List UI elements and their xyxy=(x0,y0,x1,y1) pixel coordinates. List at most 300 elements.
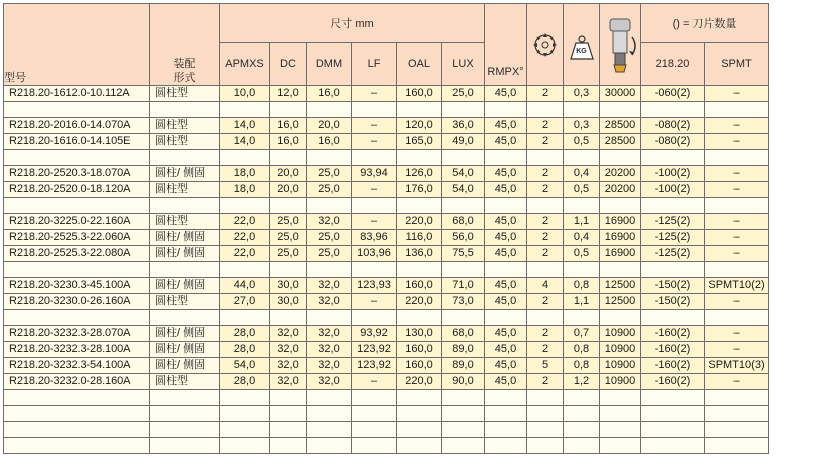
dmm-cell: 16,0 xyxy=(307,134,352,150)
cutter-teeth-icon xyxy=(531,31,559,59)
oal-cell xyxy=(397,422,442,438)
lux-cell xyxy=(442,150,485,166)
table-row xyxy=(4,374,769,390)
apmxs-cell: 10,0 xyxy=(220,86,270,102)
insert-spmt-cell xyxy=(705,198,769,214)
rmpx-cell: 45,0 xyxy=(485,230,527,246)
insert-spmt-cell: – xyxy=(705,182,769,198)
max-speed-cell: 28500 xyxy=(600,134,641,150)
insert-spmt-cell: – xyxy=(705,118,769,134)
lf-cell: – xyxy=(352,134,397,150)
teeth-cell xyxy=(527,390,564,406)
insert-21820-cell: -100(2) xyxy=(641,166,705,182)
rmpx-cell xyxy=(485,150,527,166)
teeth-cell: 2 xyxy=(527,214,564,230)
apmxs-cell xyxy=(220,438,270,454)
weight-cell: 0,5 xyxy=(564,246,600,262)
dmm-cell: 25,0 xyxy=(307,166,352,182)
lux-cell: 56,0 xyxy=(442,230,485,246)
lux-cell xyxy=(442,262,485,278)
lux-cell xyxy=(442,438,485,454)
apmxs-cell: 18,0 xyxy=(220,166,270,182)
weight-cell: 0,3 xyxy=(564,86,600,102)
lux-cell: 89,0 xyxy=(442,342,485,358)
insert-21820-cell xyxy=(641,438,705,454)
oal-cell xyxy=(397,438,442,454)
dc-cell: 32,0 xyxy=(270,358,307,374)
max-speed-header xyxy=(600,4,641,86)
teeth-cell: 2 xyxy=(527,118,564,134)
mount-type-cell xyxy=(150,422,220,438)
rmpx-cell: 45,0 xyxy=(485,342,527,358)
rmpx-cell xyxy=(485,198,527,214)
rmpx-cell xyxy=(485,102,527,118)
apmxs-cell: 28,0 xyxy=(220,326,270,342)
apmxs-cell: 27,0 xyxy=(220,294,270,310)
mount-type-cell xyxy=(150,262,220,278)
teeth-cell: 2 xyxy=(527,230,564,246)
model-cell xyxy=(4,438,150,454)
dc-cell: 25,0 xyxy=(270,230,307,246)
model-cell xyxy=(4,406,150,422)
lux-cell: 68,0 xyxy=(442,214,485,230)
insert-spmt-cell: SPMT10(2) xyxy=(705,278,769,294)
teeth-cell xyxy=(527,310,564,326)
dc-cell: 25,0 xyxy=(270,214,307,230)
weight-cell: 1,1 xyxy=(564,214,600,230)
max-speed-cell: 30000 xyxy=(600,86,641,102)
dc-cell: 32,0 xyxy=(270,342,307,358)
oal-cell: 136,0 xyxy=(397,246,442,262)
teeth-cell: 2 xyxy=(527,166,564,182)
lf-cell: – xyxy=(352,86,397,102)
max-speed-cell xyxy=(600,150,641,166)
weight-cell xyxy=(564,438,600,454)
insert-spmt-cell: – xyxy=(705,166,769,182)
insert-spmt-cell: – xyxy=(705,326,769,342)
dmm-cell xyxy=(307,262,352,278)
insert-spmt-cell xyxy=(705,102,769,118)
insert-spmt-cell xyxy=(705,262,769,278)
insert-21820-cell: -160(2) xyxy=(641,358,705,374)
dc-cell xyxy=(270,198,307,214)
mount-type-cell: 圆柱型 xyxy=(150,374,220,390)
lux-header: LUX xyxy=(442,43,485,86)
dc-cell: 32,0 xyxy=(270,326,307,342)
max-speed-cell: 10900 xyxy=(600,358,641,374)
oal-cell: 120,0 xyxy=(397,118,442,134)
max-speed-cell: 12500 xyxy=(600,278,641,294)
lf-cell: – xyxy=(352,374,397,390)
weight-cell: 0,8 xyxy=(564,342,600,358)
lf-cell: 123,93 xyxy=(352,278,397,294)
teeth-cell: 2 xyxy=(527,86,564,102)
oal-cell: 160,0 xyxy=(397,358,442,374)
rmpx-cell: 45,0 xyxy=(485,166,527,182)
dmm-cell: 32,0 xyxy=(307,374,352,390)
dmm-cell: 32,0 xyxy=(307,342,352,358)
max-speed-cell: 16900 xyxy=(600,230,641,246)
spindle-speed-icon xyxy=(602,15,638,75)
insert-spmt-cell: – xyxy=(705,134,769,150)
insert-21820-cell: -100(2) xyxy=(641,182,705,198)
dmm-cell xyxy=(307,406,352,422)
mount-type-cell: 圆柱/ 侧固 xyxy=(150,326,220,342)
lf-cell xyxy=(352,262,397,278)
model-header: 型号 xyxy=(4,4,150,86)
oal-header: OAL xyxy=(397,43,442,86)
insert-21820-cell: -160(2) xyxy=(641,374,705,390)
teeth-cell: 2 xyxy=(527,182,564,198)
table-row xyxy=(4,182,769,198)
dc-cell xyxy=(270,422,307,438)
insert-21820-cell: -150(2) xyxy=(641,278,705,294)
lf-cell: – xyxy=(352,294,397,310)
oal-cell xyxy=(397,406,442,422)
mount-type-cell xyxy=(150,438,220,454)
dmm-cell: 32,0 xyxy=(307,294,352,310)
insert-21820-cell xyxy=(641,150,705,166)
rmpx-cell: 45,0 xyxy=(485,374,527,390)
model-cell: R218.20-2520.3-18.070A xyxy=(4,166,150,182)
lux-cell: 68,0 xyxy=(442,326,485,342)
lf-cell: – xyxy=(352,214,397,230)
lf-cell xyxy=(352,310,397,326)
rmpx-cell: 45,0 xyxy=(485,358,527,374)
max-speed-cell xyxy=(600,198,641,214)
insert-spmt-cell xyxy=(705,406,769,422)
rmpx-cell: 45,0 xyxy=(485,118,527,134)
table-row xyxy=(4,134,769,150)
oal-cell: 220,0 xyxy=(397,374,442,390)
insert-spmt-cell: – xyxy=(705,214,769,230)
weight-cell: 0,5 xyxy=(564,134,600,150)
oal-cell: 176,0 xyxy=(397,182,442,198)
max-speed-cell: 20200 xyxy=(600,166,641,182)
mount-type-header xyxy=(150,4,220,86)
table-row xyxy=(4,214,769,230)
spacer-row xyxy=(4,390,769,406)
mount-type-cell xyxy=(150,102,220,118)
max-speed-cell: 16900 xyxy=(600,246,641,262)
insert-spmt-cell xyxy=(705,438,769,454)
mount-type-cell: 圆柱/ 侧固 xyxy=(150,358,220,374)
model-cell: R218.20-2525.3-22.080A xyxy=(4,246,150,262)
max-speed-cell xyxy=(600,262,641,278)
max-speed-cell xyxy=(600,406,641,422)
rmpx-cell: 45,0 xyxy=(485,214,527,230)
rmpx-cell xyxy=(485,438,527,454)
teeth-cell xyxy=(527,406,564,422)
lf-cell: 123,92 xyxy=(352,358,397,374)
weight-cell xyxy=(564,406,600,422)
teeth-cell: 2 xyxy=(527,342,564,358)
spacer-row xyxy=(4,150,769,166)
teeth-cell xyxy=(527,422,564,438)
mount-type-cell: 圆柱/ 侧固 xyxy=(150,278,220,294)
lf-cell: 93,94 xyxy=(352,166,397,182)
dc-cell: 30,0 xyxy=(270,294,307,310)
dmm-cell xyxy=(307,390,352,406)
lux-cell: 54,0 xyxy=(442,166,485,182)
apmxs-cell xyxy=(220,198,270,214)
weight-cell: 0,8 xyxy=(564,278,600,294)
mount-type-cell xyxy=(150,406,220,422)
teeth-cell xyxy=(527,198,564,214)
dmm-cell: 25,0 xyxy=(307,230,352,246)
insert-21820-cell xyxy=(641,102,705,118)
rmpx-cell: 45,0 xyxy=(485,246,527,262)
mount-type-cell: 圆柱型 xyxy=(150,118,220,134)
rmpx-cell: 45,0 xyxy=(485,134,527,150)
rmpx-cell: 45,0 xyxy=(485,294,527,310)
insert-spmt-cell: – xyxy=(705,86,769,102)
dc-cell: 16,0 xyxy=(270,134,307,150)
spacer-row xyxy=(4,310,769,326)
table-row xyxy=(4,246,769,262)
max-speed-cell: 16900 xyxy=(600,214,641,230)
weight-cell: 0,8 xyxy=(564,358,600,374)
table-row xyxy=(4,326,769,342)
mount-type-cell xyxy=(150,310,220,326)
insert-spmt-cell: – xyxy=(705,246,769,262)
max-speed-cell xyxy=(600,438,641,454)
oal-cell: 126,0 xyxy=(397,166,442,182)
dmm-header: DMM xyxy=(307,43,352,86)
rmpx-cell xyxy=(485,310,527,326)
table-row xyxy=(4,166,769,182)
dmm-cell xyxy=(307,310,352,326)
dc-cell xyxy=(270,150,307,166)
lf-cell: – xyxy=(352,118,397,134)
max-speed-cell xyxy=(600,390,641,406)
lux-cell: 89,0 xyxy=(442,358,485,374)
spacer-row xyxy=(4,198,769,214)
max-speed-cell xyxy=(600,422,641,438)
lf-cell xyxy=(352,390,397,406)
max-speed-cell: 20200 xyxy=(600,182,641,198)
teeth-cell: 5 xyxy=(527,358,564,374)
dimensions-group-header: 尺寸 mm xyxy=(220,4,485,43)
dmm-cell xyxy=(307,422,352,438)
teeth-cell xyxy=(527,262,564,278)
max-speed-cell xyxy=(600,310,641,326)
dmm-cell: 32,0 xyxy=(307,278,352,294)
oal-cell: 165,0 xyxy=(397,134,442,150)
apmxs-cell xyxy=(220,102,270,118)
table-row xyxy=(4,86,769,102)
model-cell: R218.20-1616.0-14.105E xyxy=(4,134,150,150)
spacer-row xyxy=(4,102,769,118)
oal-cell: 160,0 xyxy=(397,86,442,102)
spacer-row xyxy=(4,422,769,438)
insert-21820-cell: -060(2) xyxy=(641,86,705,102)
apmxs-cell: 28,0 xyxy=(220,342,270,358)
lux-cell: 54,0 xyxy=(442,182,485,198)
oal-cell xyxy=(397,390,442,406)
apmxs-cell xyxy=(220,150,270,166)
model-cell xyxy=(4,102,150,118)
oal-cell xyxy=(397,150,442,166)
lux-cell: 36,0 xyxy=(442,118,485,134)
mount-type-header-line1: 装配 xyxy=(173,58,196,70)
lf-header: LF xyxy=(352,43,397,86)
teeth-cell: 2 xyxy=(527,134,564,150)
insert-spmt-cell: – xyxy=(705,374,769,390)
table-row xyxy=(4,342,769,358)
apmxs-cell: 14,0 xyxy=(220,134,270,150)
model-cell: R218.20-2520.0-18.120A xyxy=(4,182,150,198)
insert-21820-cell: -125(2) xyxy=(641,230,705,246)
insert-21820-header: 218.20 xyxy=(641,43,705,86)
dmm-cell: 32,0 xyxy=(307,358,352,374)
rmpx-cell: 45,0 xyxy=(485,86,527,102)
mount-type-cell: 圆柱型 xyxy=(150,134,220,150)
table-row xyxy=(4,118,769,134)
mount-type-cell: 圆柱型 xyxy=(150,214,220,230)
insert-21820-cell: -160(2) xyxy=(641,326,705,342)
model-cell: R218.20-1612.0-10.112A xyxy=(4,86,150,102)
insert-spmt-cell: – xyxy=(705,294,769,310)
dc-cell: 32,0 xyxy=(270,374,307,390)
apmxs-cell: 14,0 xyxy=(220,118,270,134)
mount-type-cell: 圆柱/ 侧固 xyxy=(150,166,220,182)
insert-spmt-cell xyxy=(705,422,769,438)
weight-cell: 0,4 xyxy=(564,166,600,182)
model-cell xyxy=(4,422,150,438)
table-row xyxy=(4,230,769,246)
dc-cell: 25,0 xyxy=(270,246,307,262)
model-cell: R218.20-3230.0-26.160A xyxy=(4,294,150,310)
mount-type-cell xyxy=(150,150,220,166)
mount-type-cell: 圆柱型 xyxy=(150,86,220,102)
cutter-spec-table xyxy=(3,3,769,454)
mount-type-header-line2: 形式 xyxy=(173,72,196,84)
insert-21820-cell: -125(2) xyxy=(641,246,705,262)
dc-cell xyxy=(270,438,307,454)
insert-spmt-cell: – xyxy=(705,230,769,246)
max-speed-cell: 10900 xyxy=(600,342,641,358)
lf-cell: 103,96 xyxy=(352,246,397,262)
dc-cell xyxy=(270,310,307,326)
weight-cell: 1,2 xyxy=(564,374,600,390)
mount-type-cell: 圆柱/ 侧固 xyxy=(150,230,220,246)
lux-cell: 75,5 xyxy=(442,246,485,262)
teeth-cell: 4 xyxy=(527,278,564,294)
weight-cell xyxy=(564,198,600,214)
weight-cell xyxy=(564,310,600,326)
apmxs-cell xyxy=(220,310,270,326)
oal-cell xyxy=(397,198,442,214)
lf-cell xyxy=(352,438,397,454)
model-cell: R218.20-3230.3-45.100A xyxy=(4,278,150,294)
table-body xyxy=(4,86,769,454)
model-cell: R218.20-3232.0-28.160A xyxy=(4,374,150,390)
insert-spmt-header: SPMT xyxy=(705,43,769,86)
apmxs-cell: 22,0 xyxy=(220,230,270,246)
model-cell: R218.20-3225.0-22.160A xyxy=(4,214,150,230)
apmxs-cell: 44,0 xyxy=(220,278,270,294)
insert-21820-cell xyxy=(641,390,705,406)
teeth-cell xyxy=(527,102,564,118)
table-row xyxy=(4,294,769,310)
lux-cell xyxy=(442,390,485,406)
teeth-cell: 2 xyxy=(527,246,564,262)
oal-cell: 220,0 xyxy=(397,294,442,310)
oal-cell xyxy=(397,102,442,118)
table-row xyxy=(4,278,769,294)
insert-21820-cell xyxy=(641,406,705,422)
insert-21820-cell xyxy=(641,262,705,278)
lf-cell xyxy=(352,422,397,438)
lux-cell xyxy=(442,198,485,214)
lf-cell: – xyxy=(352,182,397,198)
model-cell: R218.20-3232.3-28.100A xyxy=(4,342,150,358)
mount-type-cell xyxy=(150,390,220,406)
model-cell xyxy=(4,390,150,406)
inserts-group-header: () = 刀片数量 xyxy=(641,4,769,43)
mount-type-cell: 圆柱型 xyxy=(150,182,220,198)
dmm-cell xyxy=(307,150,352,166)
spacer-row xyxy=(4,406,769,422)
apmxs-cell xyxy=(220,406,270,422)
max-speed-cell: 28500 xyxy=(600,118,641,134)
dc-cell: 12,0 xyxy=(270,86,307,102)
model-cell xyxy=(4,262,150,278)
dc-cell xyxy=(270,262,307,278)
dmm-cell: 20,0 xyxy=(307,118,352,134)
insert-21820-cell: -160(2) xyxy=(641,342,705,358)
rmpx-cell xyxy=(485,390,527,406)
apmxs-cell: 28,0 xyxy=(220,374,270,390)
lux-cell xyxy=(442,102,485,118)
lux-cell: 25,0 xyxy=(442,86,485,102)
rmpx-cell xyxy=(485,422,527,438)
model-cell xyxy=(4,150,150,166)
oal-cell: 130,0 xyxy=(397,326,442,342)
teeth-cell xyxy=(527,150,564,166)
rmpx-cell: 45,0 xyxy=(485,326,527,342)
rmpx-header: RMPX° xyxy=(485,4,527,86)
lf-cell xyxy=(352,198,397,214)
model-cell: R218.20-3232.3-54.100A xyxy=(4,358,150,374)
insert-21820-cell: -150(2) xyxy=(641,294,705,310)
oal-cell xyxy=(397,310,442,326)
mount-type-cell xyxy=(150,198,220,214)
insert-21820-cell: -125(2) xyxy=(641,214,705,230)
apmxs-cell xyxy=(220,262,270,278)
rmpx-cell: 45,0 xyxy=(485,278,527,294)
apmxs-cell: 22,0 xyxy=(220,246,270,262)
dc-cell xyxy=(270,102,307,118)
max-speed-cell: 10900 xyxy=(600,326,641,342)
insert-spmt-cell xyxy=(705,390,769,406)
weight-cell: 0,5 xyxy=(564,182,600,198)
weight-cell: 1,1 xyxy=(564,294,600,310)
weight-cell xyxy=(564,102,600,118)
rmpx-cell xyxy=(485,406,527,422)
mount-type-cell: 圆柱/ 侧固 xyxy=(150,342,220,358)
weight-cell: 0,7 xyxy=(564,326,600,342)
insert-21820-cell xyxy=(641,422,705,438)
apmxs-cell: 18,0 xyxy=(220,182,270,198)
max-speed-cell: 12500 xyxy=(600,294,641,310)
weight-header xyxy=(564,4,600,86)
model-cell: R218.20-2016.0-14.070A xyxy=(4,118,150,134)
dc-cell: 20,0 xyxy=(270,166,307,182)
table-row xyxy=(4,358,769,374)
dc-cell: 20,0 xyxy=(270,182,307,198)
